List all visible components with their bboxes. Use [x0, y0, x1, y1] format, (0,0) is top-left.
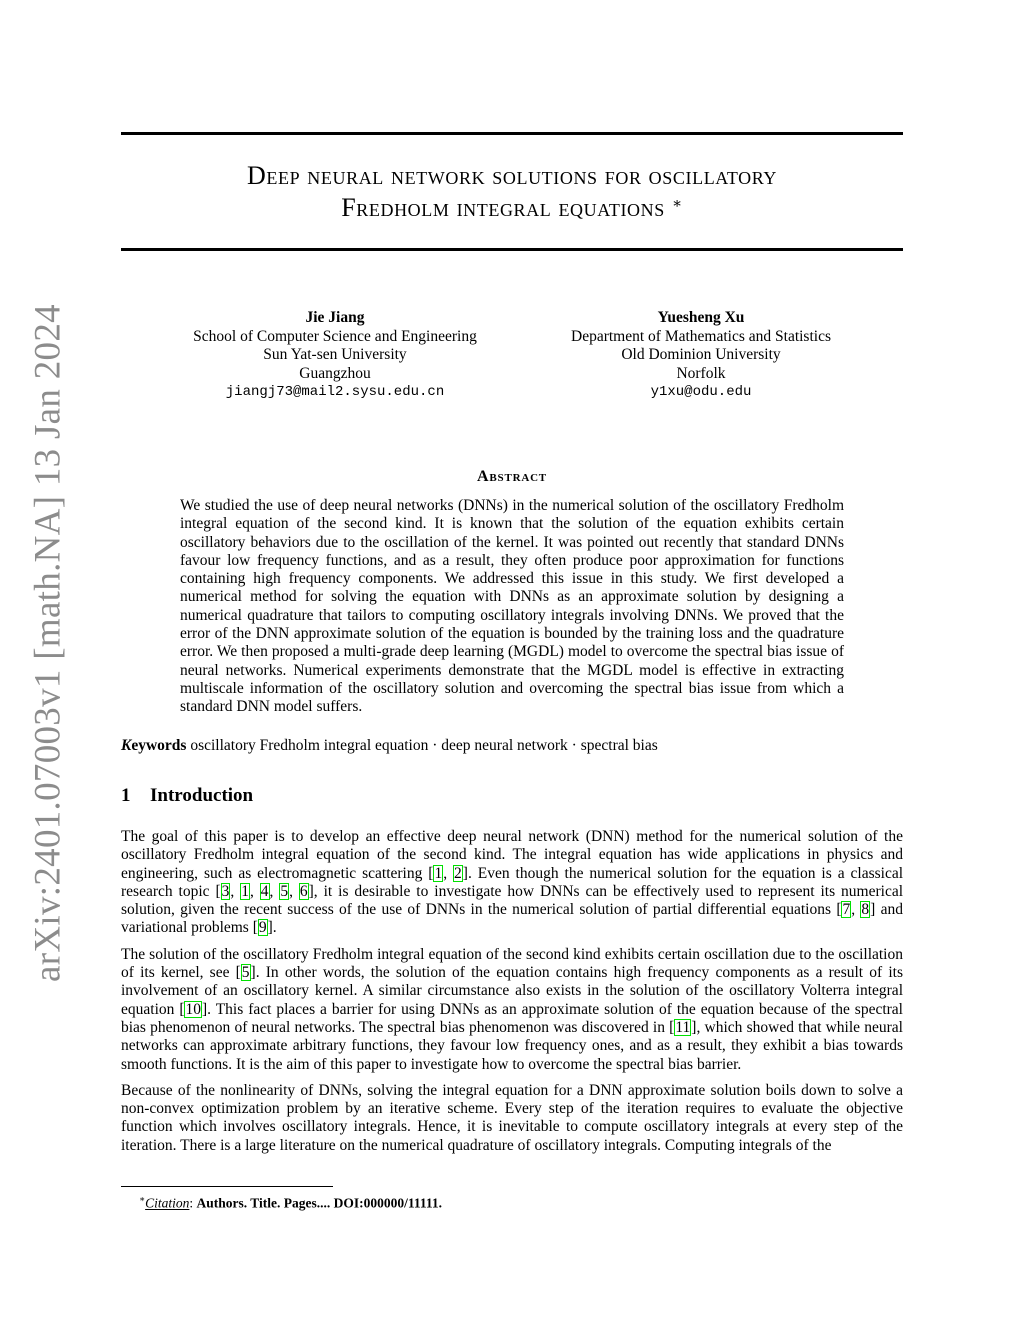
citation-link[interactable]: 11	[675, 1018, 691, 1036]
author-city: Guangzhou	[299, 364, 371, 382]
footnote-rule	[121, 1186, 333, 1187]
citation-link[interactable]: 5	[280, 882, 289, 900]
paragraph-text: ]. Even though the numerical solution for the equation is a classical research topic [	[121, 864, 904, 900]
introduction-body	[121, 828, 903, 1163]
abstract-text: We studied the use of deep neural networks (DNNs) in the numerical solution of the oscillatory Fredholm integral equation of the second kind. It is known that the solution of the equation exhibits certain oscillatory behaviors due to the oscillation of the kernel. It was pointed out recently that standard DNNs favour low frequency functions, and as a result, they often produce poor approximation for functions containing high frequency components. We addressed this issue in this study. We first developed a numerical method for solving the equation with DNNs as an approximate solution by designing a numerical quadrature that tailors to computing oscillatory integrals involving DNNs. We proved that the error of the DNN approximate solution of the equation is bounded by the training loss and the quadrature error. We then proposed a multi-grade deep learning (MGDL) model to overcome the spectral bias issue of neural networks. Numerical experiments demonstrate that the MGDL model is effective in extracting multiscale information of the oscillatory solution and overcoming the spectral bias issue from which a standard DNN model suffers.	[180, 497, 844, 716]
paragraph-text: ]. In other words, the solution of the equation contains high frequency components as a result of its involvement of an oscillatory kernel. A similar circumstance also exists in the solution of the oscillatory Volterra integral equation [	[121, 964, 903, 1018]
author-email[interactable]: y1xu@odu.edu	[650, 384, 752, 400]
section-title: Introduction	[150, 785, 254, 806]
paragraph-text: ]. This fact places a barrier for using DNNs as an approximate solution of the equation because of the spectral bias phenomenon of neural networks. The spectral bias phenomenon was discovered in [	[121, 1000, 903, 1036]
footnote-citation-body: Authors. Title. Pages.... DOI:000000/11111.	[196, 1195, 443, 1211]
keywords-label	[121, 737, 186, 754]
paragraph-text: ], it is desirable to investigate how DNNs can be effectively used to represent its numerical solution, given the recent success of the use of DNNs in the numerical solution of partial differential equations [	[121, 882, 904, 919]
keywords-label-k: K	[121, 737, 132, 754]
citation-link[interactable]: 1	[434, 864, 443, 882]
citation-link[interactable]: 8	[861, 901, 870, 919]
author-block	[121, 309, 903, 409]
citation-link[interactable]: 10	[185, 1000, 201, 1018]
citation-separator: ,	[249, 882, 260, 900]
paragraph-text: ], which showed that while neural networks can approximate arbitrary functions, they favour low frequency ones, and as a result, they exhibit a bias towards smooth functions. It is the aim of this paper to investigate how to overcome the spectral bias barrier.	[121, 1018, 903, 1073]
arxiv-identifier-stamp: arXiv:2401.07003v1 [math.NA] 13 Jan 2024	[27, 304, 69, 982]
footnote	[139, 1191, 442, 1212]
citation-link[interactable]: 1	[241, 882, 249, 900]
citation-separator: ,	[289, 882, 299, 900]
citation-link[interactable]: 9	[258, 919, 267, 937]
citation-link[interactable]: 5	[241, 964, 250, 982]
citation-separator: ,	[851, 901, 861, 919]
author-city: Norfolk	[676, 364, 726, 382]
citation-separator: ,	[443, 864, 454, 882]
paragraph-text: The goal of this paper is to develop an effective deep neural network (DNN) method for the numerical solution of the oscillatory Fredholm integral equation of the second kind. The integral equation has wide applications in physics and engineering, such as electromagnetic scattering [	[121, 828, 903, 882]
author-2	[521, 309, 881, 402]
keywords-label-rest: eywords	[131, 737, 187, 754]
paragraph-text: ] and variational problems [	[121, 901, 904, 937]
paragraph-text: The solution of the oscillatory Fredholm integral equation of the second kind exhibits certain oscillation due to the oscillation of its kernel, see [	[121, 945, 903, 982]
citation-link[interactable]: 4	[260, 882, 269, 900]
citation-separator: ,	[269, 882, 280, 900]
title-top-rule	[121, 132, 903, 135]
paragraph-text: ].	[267, 919, 277, 937]
author-name: Yuesheng Xu	[657, 309, 745, 326]
paper-title	[121, 160, 903, 224]
keywords-line	[121, 737, 903, 755]
title-line-2	[121, 192, 903, 224]
author-university: Old Dominion University	[621, 346, 781, 363]
citation-link[interactable]: 6	[299, 882, 308, 900]
section-heading-introduction	[121, 785, 253, 807]
author-1	[155, 309, 515, 402]
citation-separator: ,	[230, 882, 241, 900]
footnote-citation-label: Citation	[145, 1195, 190, 1211]
author-email[interactable]: jiangj73@mail2.sysu.edu.cn	[225, 384, 445, 400]
footnote-mark: ∗	[139, 1194, 146, 1204]
title-footnote-mark: ∗	[671, 196, 683, 212]
title-line-1: Deep neural network solutions for oscillatory	[247, 161, 777, 190]
abstract-heading: Abstract	[477, 468, 547, 485]
paragraph-1	[121, 828, 903, 938]
paragraph-2	[121, 946, 903, 1074]
paragraph-3: Because of the nonlinearity of DNNs, solving the integral equation for a DNN approximate solution boils down to solve a non-convex optimization problem by an iterative scheme. Every step of the iteration requires to evaluate the objective function which involves oscillatory integrals. Hence, it is inevitable to compute oscillatory integrals at every step of the iteration. There is a large literature on the numerical quadrature of oscillatory integrals. Computing integrals of the	[121, 1081, 903, 1154]
author-department: School of Computer Science and Engineering	[193, 327, 477, 345]
author-university: Sun Yat-sen University	[263, 346, 407, 363]
footnote-colon: :	[189, 1195, 197, 1211]
title-bottom-rule	[121, 248, 903, 251]
author-department: Department of Mathematics and Statistics	[571, 327, 831, 345]
citation-link[interactable]: 3	[221, 882, 230, 900]
citation-link[interactable]: 7	[842, 901, 851, 919]
title-line-2-text: Fredholm integral equations	[341, 193, 665, 222]
section-number: 1	[121, 785, 131, 806]
citation-link[interactable]: 2	[454, 864, 462, 882]
author-name: Jie Jiang	[305, 309, 365, 326]
keywords-text: oscillatory Fredholm integral equation · deep neural network · spectral bias	[190, 737, 658, 754]
